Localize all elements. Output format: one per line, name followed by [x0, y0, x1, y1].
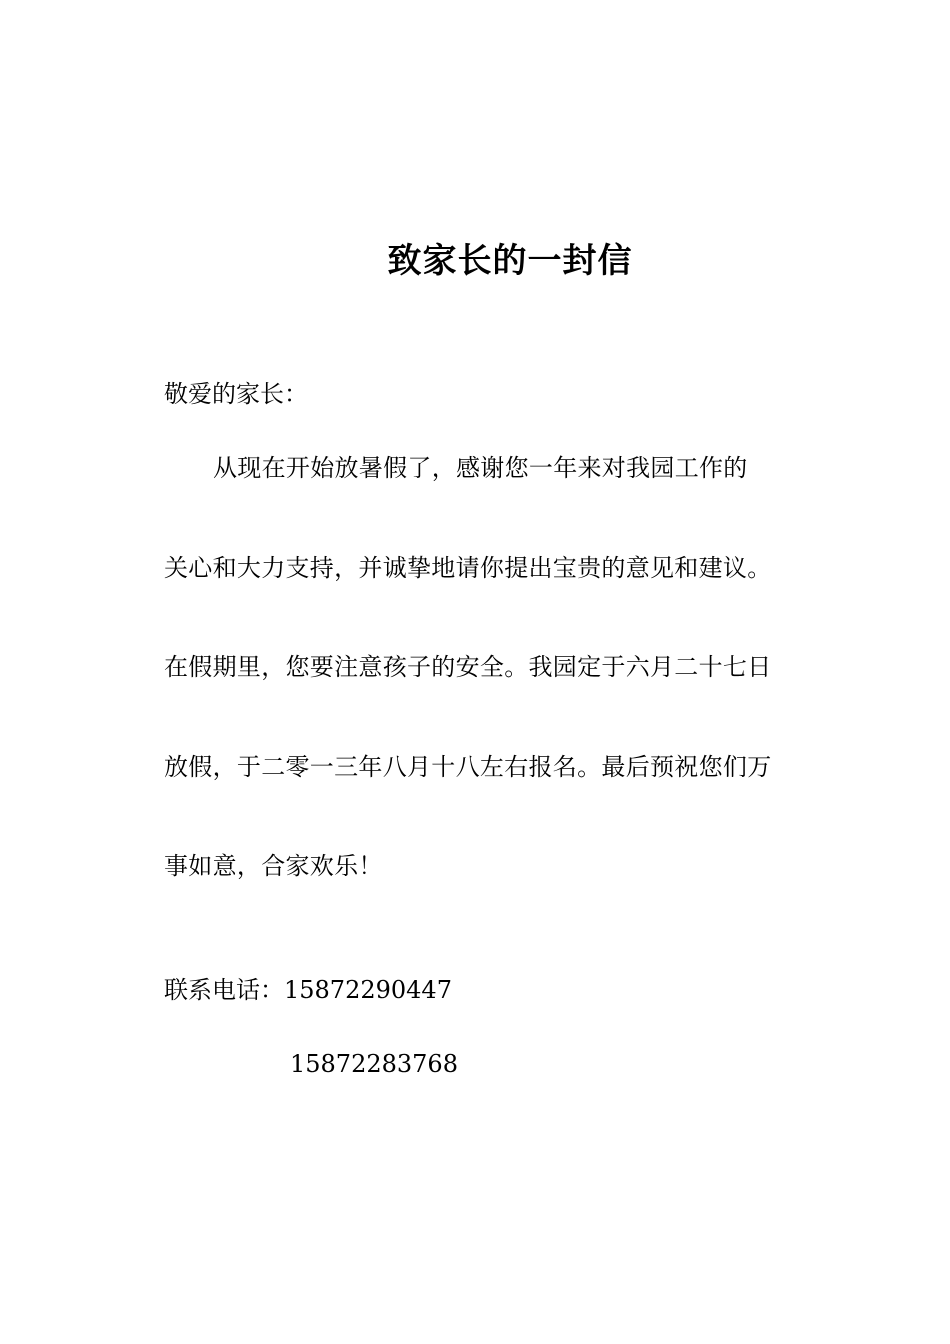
body-line-1: 从现在开始放暑假了，感谢您一年来对我园工作的: [213, 454, 748, 482]
body-line-3: 在假期里，您要注意孩子的安全。我园定于六月二十七日: [164, 653, 772, 681]
contact-label: 联系电话：: [164, 976, 284, 1004]
phone-number-2: 15872283768: [290, 1050, 458, 1078]
body-line-5: 事如意，合家欢乐！: [164, 852, 383, 880]
contact-line: [164, 974, 452, 1006]
greeting-line: 敬爱的家长：: [164, 380, 308, 408]
body-line-4: 放假，于二零一三年八月十八左右报名。最后预祝您们万: [164, 753, 772, 781]
body-line-2: 关心和大力支持，并诚挚地请你提出宝贵的意见和建议。: [164, 554, 772, 582]
phone-number-1: 15872290447: [284, 976, 452, 1004]
letter-title: 致家长的一封信: [387, 241, 633, 281]
